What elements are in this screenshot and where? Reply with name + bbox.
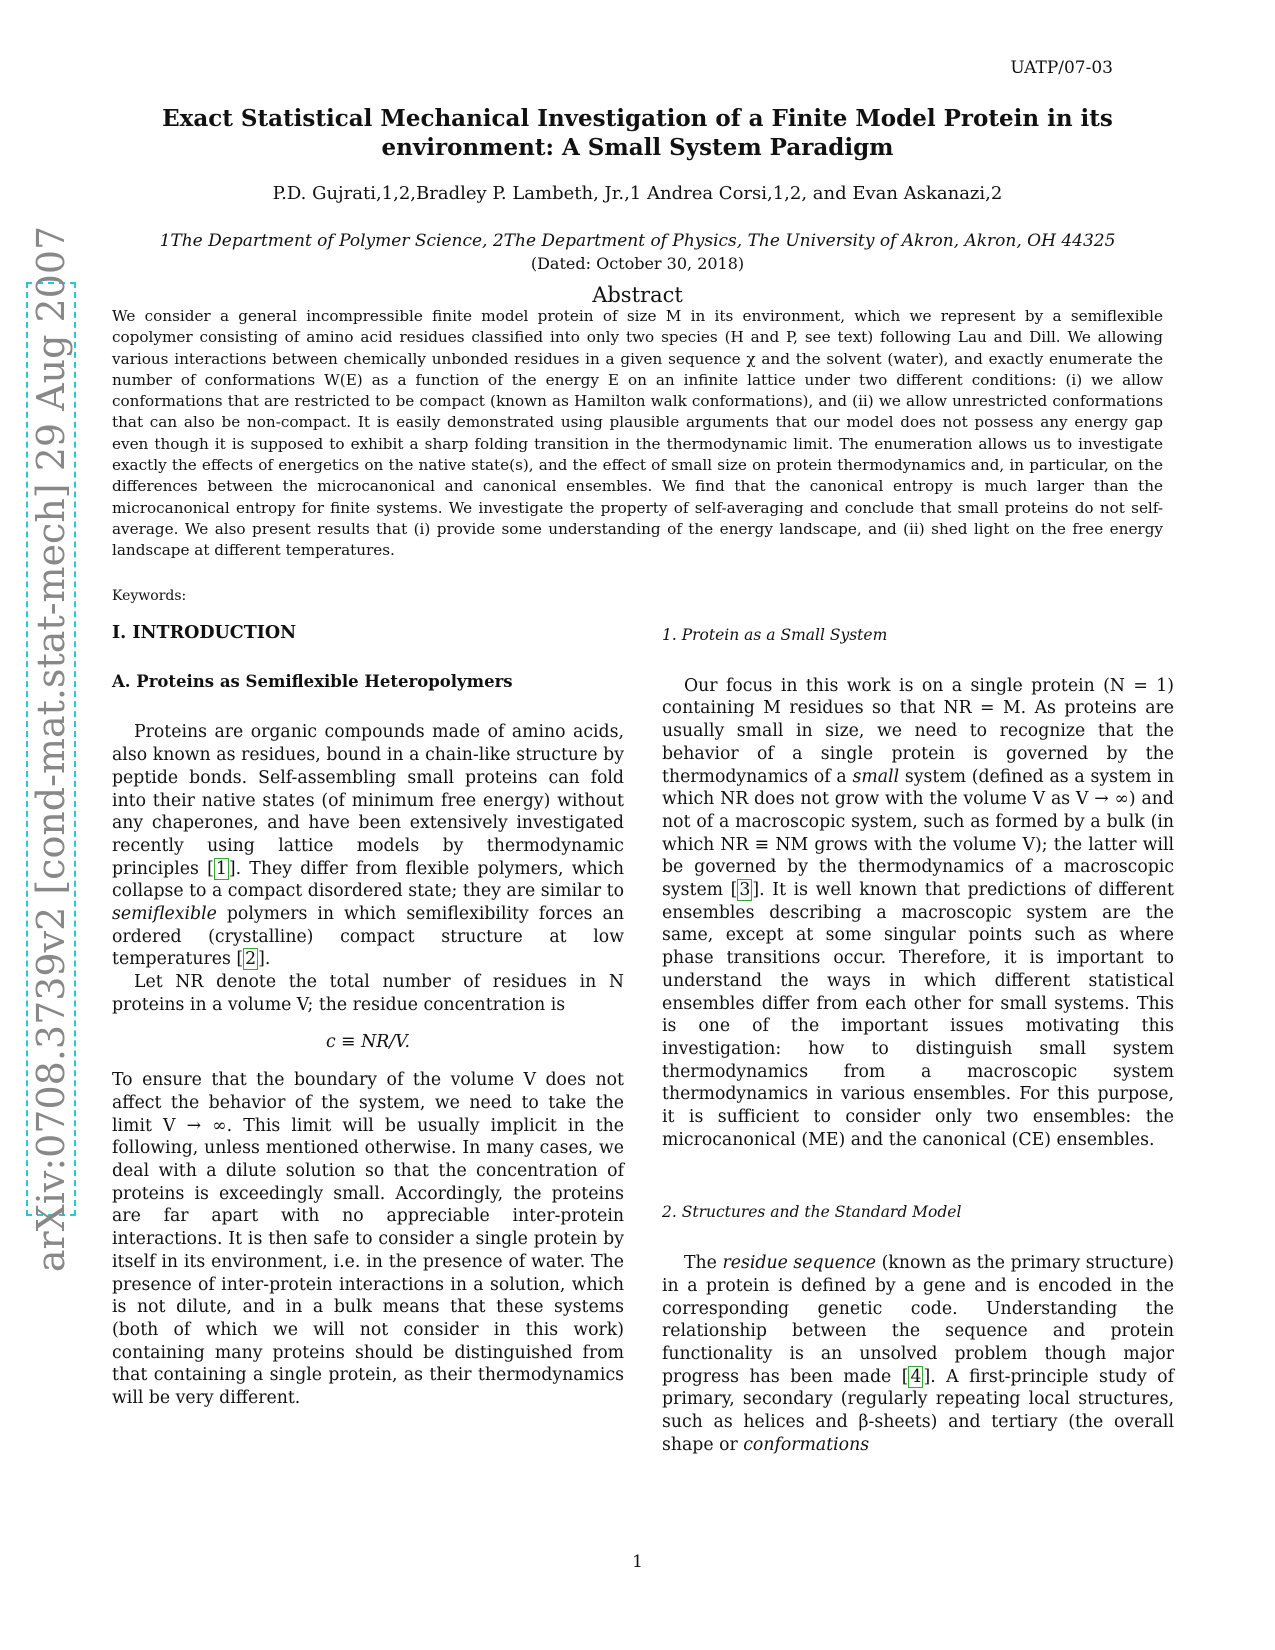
paragraph: To ensure that the boundary of the volume V does not affect the behavior of the system, we need to take the limit V → ∞. This limit will be usually implicit in the following, unless mentioned otherwise. In many cases, we deal with a dilute solution so that the concentration of proteins is exceedingly small. Accordingly, the proteins are far apart with no appreciable inter-protein interactions. It is then safe to consider a single protein by itself in its environment, i.e. in the presence of water. The presence of inter-protein interactions in a solution, which is not dilute, and in a bulk means that these systems (both of which we will not consider in this work) containing many proteins should be distinguished from that containing a single protein, as their thermodynamics will be very different. <box>112 1070 624 1409</box>
citation-link[interactable]: 1 <box>215 858 227 879</box>
left-column <box>112 622 624 1410</box>
paragraph: Let NR denote the total number of residues in N proteins in a volume V; the residue concentration is <box>112 972 624 1015</box>
author-list: P.D. Gujrati,1,2,Bradley P. Lambeth, Jr.,1 Andrea Corsi,1,2, and Evan Askanazi,2 <box>272 183 1003 204</box>
subsubsection-heading: 2. Structures and the Standard Model <box>662 1203 962 1222</box>
page-number: 1 <box>632 1552 643 1572</box>
paper-title: Exact Statistical Mechanical Investigation of a Finite Model Protein in its environment: A Small System Paradigm <box>162 105 1113 161</box>
citation-link[interactable]: 4 <box>910 1366 922 1387</box>
abstract-heading: Abstract <box>592 283 683 307</box>
arxiv-sidebar-link[interactable] <box>26 225 76 1273</box>
abstract-text: We consider a general incompressible finite model protein of size M in its environment, which we represent by a semiflexible copolymer consisting of amino acid residues classified into only two species (H and P, see text) following Lau and Dill. We allowing various interactions between chemically unbonded residues in a given sequence χ and the solvent (water), and exactly enumerate the number of conformations W(E) as a function of the energy E on an infinite lattice under two different conditions: (i) we allow conformations that are restricted to be compact (known as Hamilton walk conformations), and (ii) we allow unrestricted conformations that can also be non-compact. It is easily demonstrated using plausible arguments that our model does not possess any energy gap even though it is supposed to exhibit a sharp folding transition in the thermodynamic limit. The enumeration allows us to investigate exactly the effects of energetics on the native state(s), and the effect of small size on protein thermodynamics and, in particular, on the differences between the microcanonical and canonical ensembles. We find that the canonical entropy is much larger than the microcanonical entropy for finite systems. We investigate the property of self-averaging and conclude that small proteins do not self-average. We also present results that (i) provide some understanding of the energy landscape, and (ii) shed light on the free energy landscape at different temperatures. <box>112 307 1163 560</box>
paragraph: The residue sequence (known as the primary structure) in a protein is defined by a gene and is encoded in the corresponding genetic code. Understanding the relationship between the sequence and protein functionality is an unsolved problem though major progress has been made [ 4 ]. A first-principle study of primary, secondary (regularly repeating local structures, such as helices and β-sheets) and tertiary (the overall shape or conformations <box>662 1253 1174 1455</box>
subsection-heading: A. Proteins as Semiflexible Heteropolymers <box>112 671 513 691</box>
right-column <box>662 624 1174 1457</box>
subsubsection-heading: 1. Protein as a Small System <box>662 626 888 644</box>
equation-concentration: c ≡ NR/V. <box>325 1031 411 1052</box>
paragraph: Our focus in this work is on a single protein (N = 1) containing M residues so that NR = M. As proteins are usually small in size, we need to recognize that the behavior of a single protein is governed by the thermodynamics of a small system (defined as a system in which NR does not grow with the volume V as V → ∞) and not of a macroscopic system, such as formed by a bulk (in which NR ≡ NM grows with the volume V); the latter will be governed by the thermodynamics of a macroscopic system [ 3 ]. It is well known that predictions of different ensembles describing a macroscopic system are the same, except at some singular points such as where phase transitions occur. Therefore, it is important to understand the ways in which different statistical ensembles differ from each other for small systems. This is one of the important issues motivating this investigation: how to distinguish small system thermodynamics from a macroscopic system thermodynamics in various ensembles. For this purpose, it is sufficient to consider only two ensembles: the microcanonical (ME) and the canonical (CE) ensembles. <box>662 675 1174 1150</box>
citation-link[interactable]: 2 <box>245 949 257 970</box>
report-number: UATP/07-03 <box>1010 58 1113 78</box>
arxiv-identifier: arXiv:0708.3739v2 [cond-mat.stat-mech] 29 Aug 2007 <box>29 225 73 1273</box>
affiliations: 1The Department of Polymer Science, 2The Department of Physics, The University of Akron, Akron, OH 44325 <box>159 231 1116 251</box>
section-heading-introduction: I. INTRODUCTION <box>112 623 297 643</box>
citation-link[interactable]: 3 <box>739 880 751 901</box>
paragraph: Proteins are organic compounds made of amino acids, also known as residues, bound in a chain-like structure by peptide bonds. Self-assembling small proteins can fold into their native states (of minimum free energy) without any chaperones, and have been extensively investigated recently using lattice models by thermodynamic principles [ 1 ]. They differ from flexible polymers, which collapse to a compact disordered state; they are similar to semiflexible polymers in which semiflexibility forces an ordered (crystalline) compact structure at low temperatures [ 2 ]. <box>112 722 624 970</box>
date-line: (Dated: October 30, 2018) <box>530 254 745 273</box>
keywords: Keywords: <box>112 588 187 604</box>
